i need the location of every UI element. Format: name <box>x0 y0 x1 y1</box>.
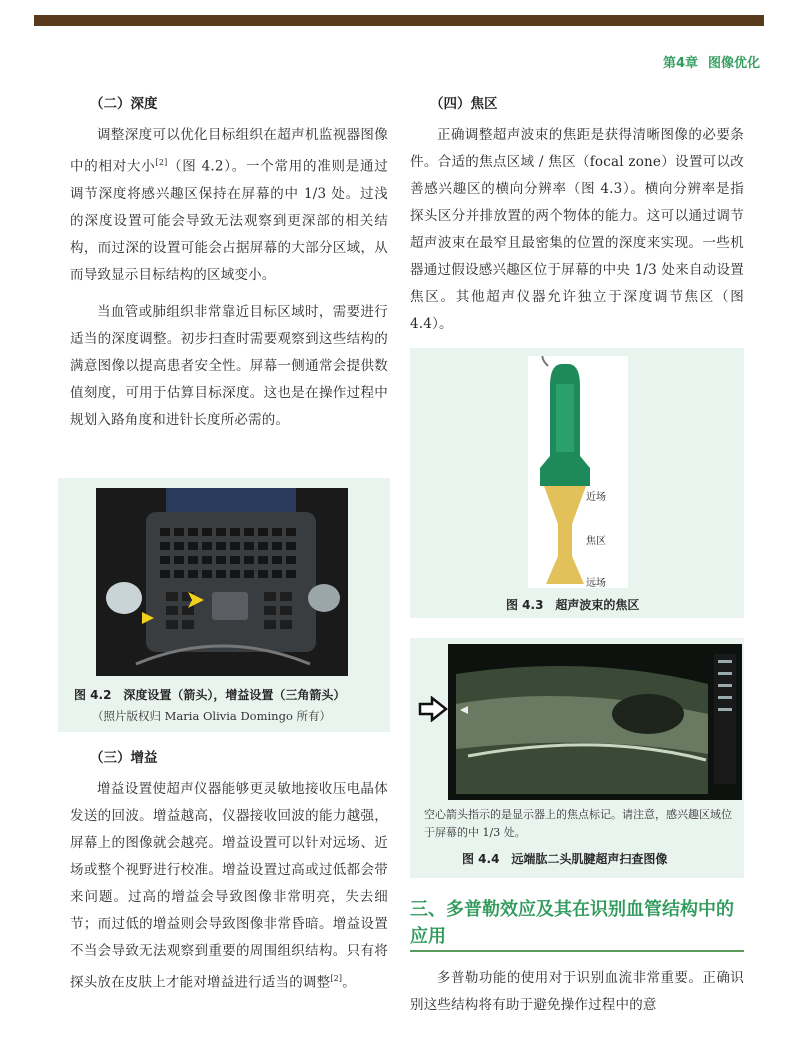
depth-heading: （二）深度 <box>90 96 158 112</box>
figure-4-2 <box>58 478 390 732</box>
figure-4-4-caption: 图 4.4 远端肱二头肌腱超声扫查图像 <box>462 852 668 866</box>
gain-p1-ref: [2] <box>330 974 343 983</box>
hollow-arrow-icon <box>418 696 448 722</box>
focus-heading: （四）焦区 <box>430 96 498 112</box>
gain-paragraph <box>70 776 388 997</box>
figure-4-3 <box>410 348 744 618</box>
chapter-number: 第4章 <box>662 56 698 71</box>
ultrasound-scan-image <box>448 644 742 800</box>
near-field-label: 近场 <box>586 492 606 503</box>
figure-4-4-note: 空心箭头指示的是显示器上的焦点标记。请注意，感兴趣区域位于屏幕的中 1/3 处。 <box>424 808 732 839</box>
chapter-title: 图像优化 <box>707 56 760 71</box>
figure-4-4 <box>410 638 744 878</box>
gain-section <box>70 746 388 997</box>
focal-zone-label: 焦区 <box>586 536 606 547</box>
heading-underline <box>410 950 744 952</box>
ultrasound-console-photo <box>96 488 348 676</box>
figure-4-2-credit: （照片版权归 Maria Olivia Domingo 所有） <box>92 709 332 723</box>
focus-section <box>410 92 744 338</box>
depth-paragraph-2: 当血管或肺组织非常靠近目标区域时，需要进行适当的深度调整。初步扫查时需要观察到这些结构的满意图像以提高患者安全性。屏幕一侧通常会提供数值刻度，可用于估算目标深度。这也是在操作过程中规划入路角度和进针长度所必需的。 <box>70 303 388 428</box>
transducer-illustration <box>528 356 628 588</box>
top-decorative-bar <box>34 15 764 26</box>
focus-paragraph: 正确调整超声波束的焦距是获得清晰图像的必要条件。合适的焦点区域 / 焦区（focal zone）设置可以改善感兴趣区的横向分辨率（图 4.3）。横向分辨率是指探头区分并排放置的两个物体的能力。这可以通过调节超声波束在最窄且最密集的位置的深度来实现。一些机器通过假设感兴趣区位于屏幕的中央 1/3 处来自动设置焦区。其他超声仪器允许独立于深度调节焦区（图 4.4）。 <box>410 127 744 332</box>
figure-4-3-caption: 图 4.3 超声波束的焦区 <box>506 598 640 612</box>
depth-section <box>70 92 388 434</box>
chapter-header <box>663 52 760 71</box>
gain-heading: （三）增益 <box>90 750 158 766</box>
gain-p1-text: 增益设置使超声仪器能够更灵敏地接收压电晶体发送的回波。增益越高，仪器接收回波的能力越强，屏幕上的图像就会越亮。增益设置可以针对远场、近场或整个视野进行校准。增益设置过高或过低都会带来问题。过高的增益会导致图像非常明亮，失去细节；而过低的增益则会导致图像非常昏暗。增益设置不当会导致无法观察到重要的周围组织结构。只有将探头放在皮肤上才能对增益进行适当的调整 <box>70 781 388 991</box>
doppler-section <box>410 965 744 1019</box>
doppler-paragraph: 多普勒功能的使用对于识别血流非常重要。正确识别这些结构将有助于避免操作过程中的意 <box>410 970 744 1013</box>
doppler-section-heading: 三、多普勒效应及其在识别血管结构中的应用 <box>410 899 734 947</box>
gain-p1-end: 。 <box>342 974 356 991</box>
depth-p1-rest: （图 4.2）。一个常用的准则是通过调节深度将感兴趣区保持在屏幕的中 1/3 处。过浅的深度设置可能会导致无法观察到更深部的相关结构，而过深的设置可能会占据屏幕的大部分区域，从而导致显示目标结构的区域变小。 <box>70 158 388 283</box>
depth-p1-text: 调整深度可以优化目标组织在超声机监视器图像中的相对大小 <box>70 127 388 175</box>
figure-4-2-caption: 图 4.2 深度设置（箭头），增益设置（三角箭头） <box>74 688 346 702</box>
depth-p1-ref: [2] <box>155 158 168 167</box>
far-field-label: 远场 <box>586 578 606 589</box>
depth-paragraph-1 <box>70 122 388 289</box>
